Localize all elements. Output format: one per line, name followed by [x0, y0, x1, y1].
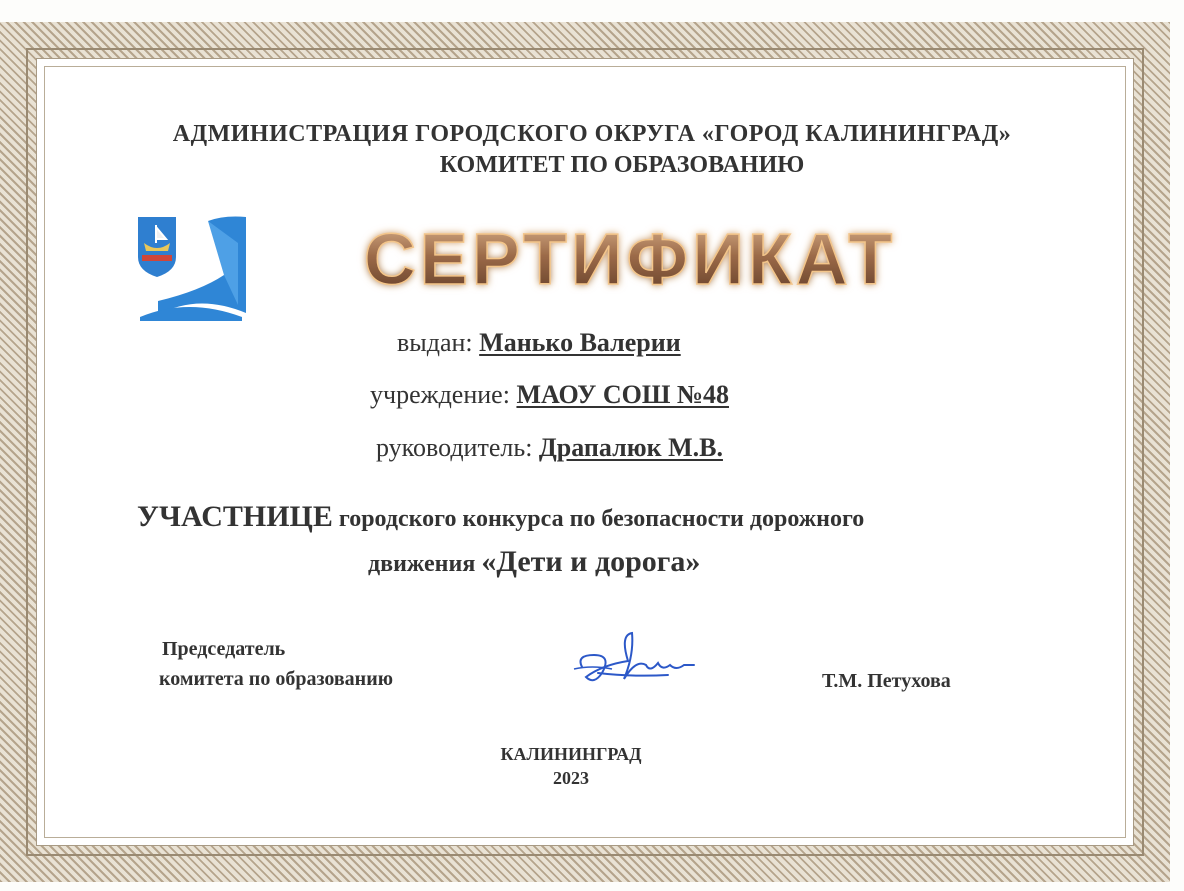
supervisor-name: Драпалюк М.В.: [538, 433, 723, 462]
header-committee: КОМИТЕТ ПО ОБРАЗОВАНИЮ: [439, 152, 805, 178]
supervisor-label: руководитель:: [376, 433, 533, 462]
award-line-1: [137, 500, 864, 534]
issued-label: выдан:: [397, 328, 473, 357]
footer-year: 2023: [553, 768, 589, 788]
committee-logo: [138, 213, 250, 321]
award-text-1: городского конкурса по безопасности дорожного: [332, 506, 865, 532]
award-role: УЧАСТНИЦЕ: [137, 500, 333, 533]
award-line-2: [368, 545, 700, 579]
chair-name: Т.М. Петухова: [822, 670, 951, 692]
institution-name: МАОУ СОШ №48: [516, 380, 729, 409]
recipient-name: Манько Валерии: [479, 328, 681, 357]
chair-position-2: комитета по образованию: [159, 668, 393, 690]
supervisor-row: [376, 433, 723, 463]
certificate-title: [330, 222, 930, 302]
handwritten-signature: [572, 625, 712, 695]
award-text-2: движения: [368, 551, 482, 577]
institution-label: учреждение:: [370, 380, 510, 409]
chair-position-1: Председатель: [162, 638, 286, 660]
city-coat-of-arms-icon: [138, 217, 176, 277]
header-administration: АДМИНИСТРАЦИЯ ГОРОДСКОГО ОКРУГА «ГОРОД КАЛИНИНГРАД»: [172, 121, 1012, 147]
svg-text:СЕРТИФИКАТ: СЕРТИФИКАТ: [363, 222, 897, 300]
institution-row: [370, 380, 729, 410]
issued-to-row: [397, 328, 681, 358]
footer-city: КАЛИНИНГРАД: [500, 744, 642, 764]
contest-name: «Дети и дорога»: [481, 545, 701, 578]
